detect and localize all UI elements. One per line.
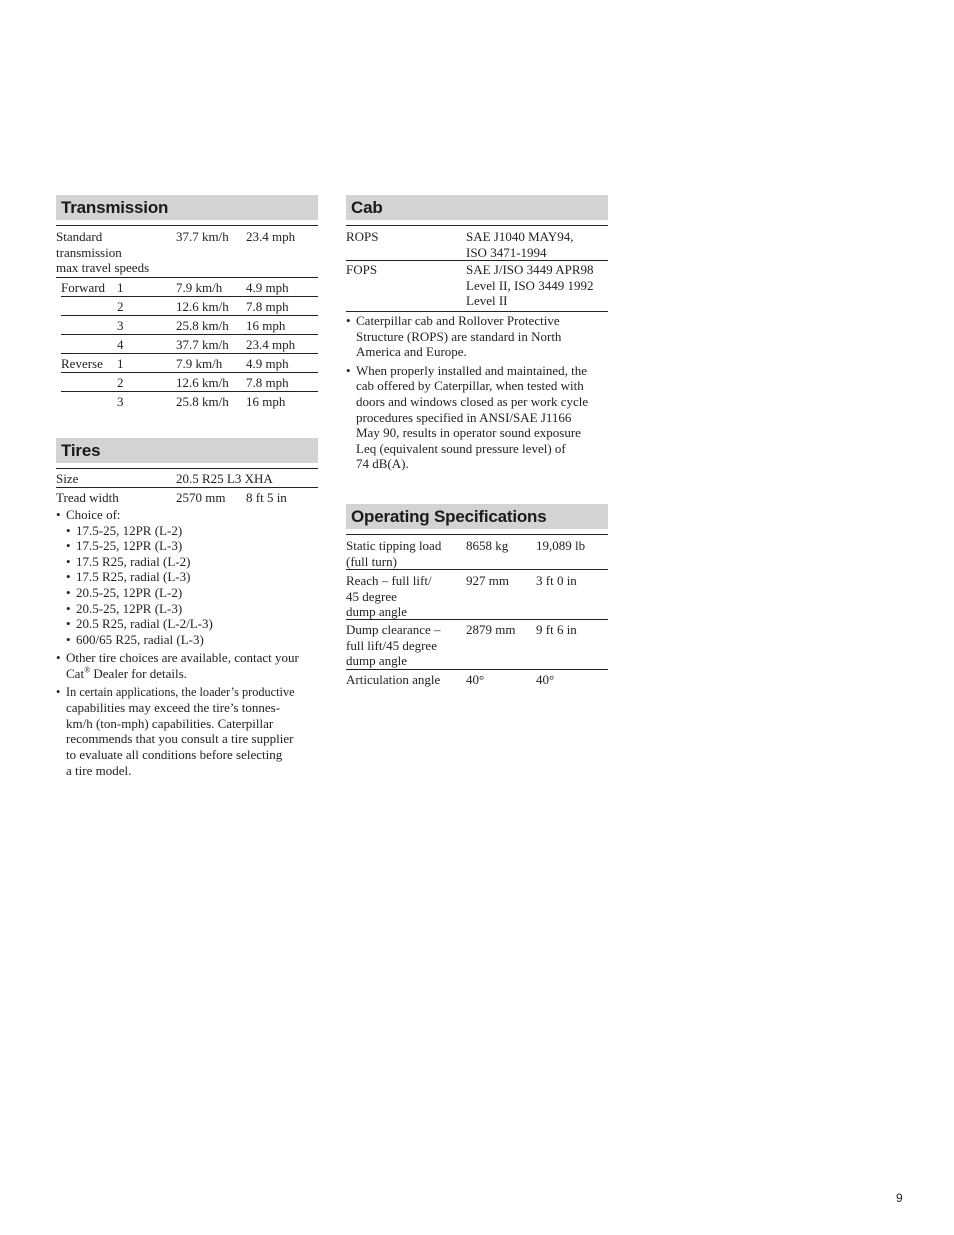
list-item: • 17.5-25, 12PR (L-2) [66, 523, 318, 539]
gear-kmh: 12.6 km/h [176, 299, 229, 314]
transmission-heading: Transmission [56, 195, 318, 220]
gear-mph: 16 mph [246, 394, 286, 409]
fops-row [346, 261, 608, 312]
gear-kmh: 25.8 km/h [176, 318, 229, 333]
spec-imperial: 19,089 lb [536, 538, 586, 553]
list-item [56, 507, 318, 647]
list-item: • Caterpillar cab and Rollover Protective Structure (ROPS) are standard in North America and Europe. [346, 313, 608, 360]
table-row [61, 374, 318, 392]
gear-number: 2 [117, 375, 124, 390]
table-row [61, 279, 318, 297]
gear-mph: 4.9 mph [246, 280, 289, 295]
spec-metric: 927 mm [466, 573, 509, 588]
operating-specs-heading: Operating Specifications [346, 504, 608, 529]
rops-row [346, 226, 608, 261]
tread-width-row [56, 488, 318, 506]
tread-width-mm: 2570 mm [176, 490, 226, 505]
cab-heading: Cab [346, 195, 608, 220]
standard-label: Standard transmission max travel speeds [56, 229, 150, 276]
list-item: • 20.5 R25, radial (L-2/L-3) [66, 616, 318, 632]
rops-label: ROPS [346, 229, 379, 244]
list-item: • 17.5 R25, radial (L-3) [66, 569, 318, 585]
spec-metric: 40° [466, 672, 485, 687]
tread-width-ft: 8 ft 5 in [246, 490, 287, 505]
list-item: • Other tire choices are available, contact your Cat® Dealer for details. [56, 650, 318, 681]
tire-choice-list [66, 523, 318, 648]
gear-kmh: 12.6 km/h [176, 375, 229, 390]
gear-number: 4 [117, 337, 124, 352]
spec-label: Articulation angle [346, 672, 441, 687]
list-item: • In certain applications, the loader’s productive capabilities may exceed the tire’s tonnes- km/h (ton-mph) capabilities. Caterpillar recommends that you consult a tire supplier to evaluate all conditions before selecting a tire model. [56, 685, 318, 779]
table-row [61, 317, 318, 335]
table-row [346, 570, 608, 620]
standard-mph: 23.4 mph [246, 229, 296, 244]
rops-value: SAE J1040 MAY94, ISO 3471-1994 [466, 229, 574, 260]
fops-value: SAE J/ISO 3449 APR98 Level II, ISO 3449 1992 Level II [466, 262, 594, 309]
choice-intro: Choice of: [66, 507, 121, 522]
cab-notes [346, 313, 608, 472]
gear-number: 1 [117, 280, 124, 295]
gear-mph: 7.8 mph [246, 299, 289, 314]
table-row [346, 535, 608, 570]
list-item: • When properly installed and maintained, the cab offered by Caterpillar, when tested with doors and windows closed as per work cycle procedures specified in ANSI/SAE J1166 May 90, results in operator sound exposure Leq (equivalent sound pressure level) of 74 dB(A). [346, 363, 608, 472]
gear-number: 3 [117, 318, 124, 333]
fops-label: FOPS [346, 262, 378, 277]
gear-mph: 4.9 mph [246, 356, 289, 371]
list-item: • 17.5 R25, radial (L-2) [66, 554, 318, 570]
forward-label: Forward [61, 280, 106, 295]
tire-size-label: Size [56, 471, 79, 486]
tires-section [56, 438, 318, 778]
tire-notes [56, 507, 318, 778]
spec-imperial: 40° [536, 672, 555, 687]
table-row [61, 393, 318, 410]
table-row [346, 670, 608, 688]
spec-label: Dump clearance – full lift/45 degree dump angle [346, 622, 441, 669]
list-item: • 20.5-25, 12PR (L-2) [66, 585, 318, 601]
list-item: • 600/65 R25, radial (L-3) [66, 632, 318, 648]
spec-imperial: 9 ft 6 in [536, 622, 577, 637]
reverse-label: Reverse [61, 356, 103, 371]
transmission-standard-row [56, 226, 318, 278]
gear-kmh: 7.9 km/h [176, 280, 223, 295]
tire-size-row [56, 469, 318, 488]
tires-heading: Tires [56, 438, 318, 463]
cab-section [346, 195, 608, 472]
gear-kmh: 7.9 km/h [176, 356, 223, 371]
table-row [346, 620, 608, 670]
standard-kmh: 37.7 km/h [176, 229, 229, 244]
spec-imperial: 3 ft 0 in [536, 573, 577, 588]
gear-mph: 7.8 mph [246, 375, 289, 390]
gear-kmh: 25.8 km/h [176, 394, 229, 409]
list-item: • 20.5-25, 12PR (L-3) [66, 601, 318, 617]
spec-label: Reach – full lift/ 45 degree dump angle [346, 573, 432, 620]
gear-mph: 16 mph [246, 318, 286, 333]
operating-specs-section [346, 504, 608, 688]
table-row [61, 355, 318, 373]
spec-metric: 2879 mm [466, 622, 516, 637]
tread-width-label: Tread width [56, 490, 119, 505]
gear-kmh: 37.7 km/h [176, 337, 229, 352]
table-row [61, 298, 318, 316]
table-row [61, 336, 318, 354]
spec-label: Static tipping load (full turn) [346, 538, 442, 569]
gear-mph: 23.4 mph [246, 337, 296, 352]
transmission-section [56, 195, 318, 410]
list-item: • 17.5-25, 12PR (L-3) [66, 538, 318, 554]
gear-number: 2 [117, 299, 124, 314]
gear-number: 1 [117, 356, 124, 371]
spec-metric: 8658 kg [466, 538, 509, 553]
forward-gears [61, 279, 318, 410]
gear-number: 3 [117, 394, 124, 409]
tire-size-value: 20.5 R25 L3 XHA [176, 471, 273, 486]
page-number: 9 [896, 1191, 903, 1205]
